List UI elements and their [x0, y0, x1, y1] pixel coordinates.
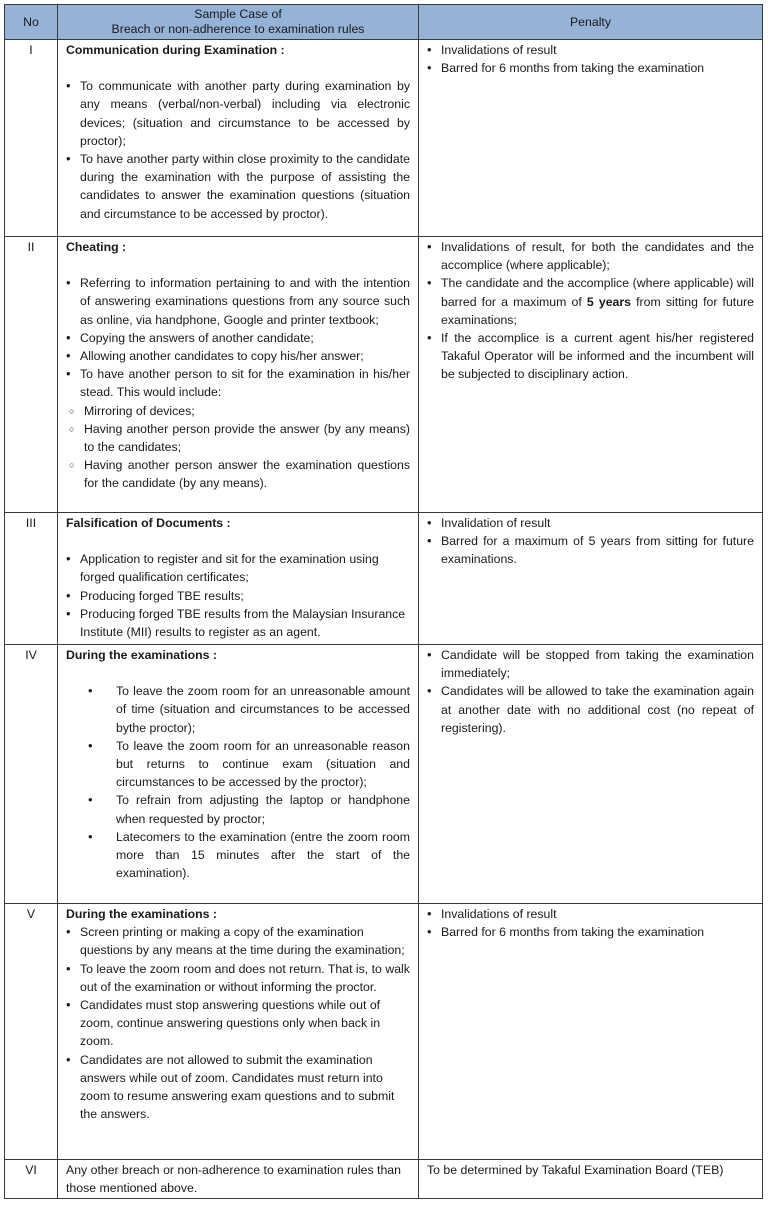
header-no: No — [5, 5, 58, 40]
row-number: III — [5, 513, 58, 645]
penalty-list — [427, 514, 754, 569]
case-title: During the examinations : — [66, 648, 217, 662]
penalty-barred-bold: 5 years — [586, 294, 631, 309]
row-number: VI — [5, 1160, 58, 1199]
case-title: Communication during Examination : — [66, 43, 285, 57]
case-title: During the examinations : — [66, 907, 217, 921]
penalty-cell — [419, 513, 763, 645]
penalty-item: • If the accomplice is a current agent his/her registered Takaful Operator will be informed and the incumbent will be subjected to disciplinary action. — [427, 329, 754, 384]
penalty-list — [427, 905, 754, 941]
penalty-cell: To be determined by Takaful Examination Board (TEB) — [419, 1160, 763, 1199]
row-number: II — [5, 237, 58, 513]
penalty-cell — [419, 237, 763, 513]
header-sample-case — [58, 5, 419, 40]
penalty-item: • Invalidations of result — [427, 905, 754, 923]
penalty-list — [427, 238, 754, 384]
row-number: I — [5, 40, 58, 237]
case-item: • Producing forged TBE results from the Malaysian Insurance Institute (MII) results to register as an agent. — [66, 605, 410, 641]
penalty-list — [427, 41, 754, 77]
header-case-line1: Sample Case of — [194, 7, 282, 21]
case-title: Falsification of Documents : — [66, 516, 231, 530]
penalty-item: • Invalidations of result — [427, 41, 754, 59]
penalty-item: • Candidate will be stopped from taking the examination immediately; — [427, 646, 754, 682]
case-item: • To communicate with another party during examination by any means (verbal/non-verbal) including via electronic devices; (situation and circumstance to be accessed by proctor); — [66, 77, 410, 150]
penalty-item: • Candidates will be allowed to take the examination again at another date with no additional cost (no repeat of registering). — [427, 682, 754, 737]
case-list — [66, 550, 410, 641]
case-item: • To leave the zoom room for an unreasonable amount of time (situation and circumstances to be accessed bythe proctor); — [66, 682, 410, 737]
case-cell — [58, 237, 419, 513]
penalty-barred-pre: The candidate and the accomplice (where applicable) will barred for a maximum of — [441, 276, 754, 309]
examination-rules-table — [4, 4, 763, 1199]
case-item: • Candidates are not allowed to submit the examination answers while out of zoom. Candidates must return into zoom to resume answering exam questions and to submit the answers. — [66, 1051, 410, 1124]
case-cell: Any other breach or non-adherence to examination rules than those mentioned above. — [58, 1160, 419, 1199]
case-item: • To leave the zoom room and does not return. That is, to walk out of the examination or without informing the proctor. — [66, 960, 410, 996]
table-row — [5, 904, 763, 1160]
table-row — [5, 513, 763, 645]
case-item: • Allowing another candidates to copy his/her answer; — [66, 347, 410, 365]
header-case-line2: Breach or non-adherence to examination rules — [111, 22, 365, 36]
row-number: IV — [5, 645, 58, 904]
case-item: • To leave the zoom room for an unreasonable reason but returns to continue exam (situation and circumstances to be accessed by the proctor); — [66, 737, 410, 792]
case-list — [66, 923, 410, 1123]
sub-case-item: ○ Having another person answer the examination questions for the candidate (by any means). — [66, 456, 410, 492]
case-item: • Producing forged TBE results; — [66, 587, 410, 605]
header-penalty: Penalty — [419, 5, 763, 40]
case-cell — [58, 513, 419, 645]
penalty-item: • Invalidations of result, for both the candidates and the accomplice (where applicable); — [427, 238, 754, 274]
case-list — [66, 682, 410, 882]
penalty-item: • Barred for 6 months from taking the examination — [427, 923, 754, 941]
table-row — [5, 645, 763, 904]
case-item: • Screen printing or making a copy of the examination questions by any means at the time during the examination; — [66, 923, 410, 959]
sub-case-item: ○ Having another person provide the answer (by any means) to the candidates; — [66, 420, 410, 456]
case-item: • To have another person to sit for the examination in his/her stead. This would include: — [66, 365, 410, 401]
row-number: V — [5, 904, 58, 1160]
penalty-list — [427, 646, 754, 737]
penalty-item: • Invalidation of result — [427, 514, 754, 532]
table-row — [5, 1160, 763, 1199]
case-item: • Referring to information pertaining to and with the intention of answering examinations questions from any source such as online, via handphone, Google and printer textbook; — [66, 274, 410, 329]
case-item: • Candidates must stop answering questions while out of zoom, continue answering questions only when back in zoom. — [66, 996, 410, 1051]
penalty-item: • Barred for 6 months from taking the examination — [427, 59, 754, 77]
case-list — [66, 77, 410, 223]
case-item: • Latecomers to the examination (entre the zoom room more than 15 minutes after the start of the examination). — [66, 828, 410, 883]
case-item: • To have another party within close proximity to the candidate during the examination with the purpose of assisting the candidates to answer the examination questions (situation and circumstance to be accessed by proctor). — [66, 150, 410, 223]
sub-case-item: ○ Mirroring of devices; — [66, 402, 410, 420]
penalty-item — [427, 274, 754, 329]
case-item: • Copying the answers of another candidate; — [66, 329, 410, 347]
penalty-barred-post: from sitting for future examinations; — [441, 294, 754, 327]
table-header-row — [5, 5, 763, 40]
case-item: • Application to register and sit for the examination using forged qualification certificates; — [66, 550, 410, 586]
case-item: • To refrain from adjusting the laptop or handphone when requested by proctor; — [66, 791, 410, 827]
case-cell — [58, 904, 419, 1160]
penalty-cell — [419, 645, 763, 904]
sub-case-list — [66, 402, 410, 493]
case-cell — [58, 40, 419, 237]
table-row — [5, 237, 763, 513]
penalty-cell — [419, 40, 763, 237]
case-title: Cheating : — [66, 240, 127, 254]
case-cell — [58, 645, 419, 904]
penalty-cell — [419, 904, 763, 1160]
table-row — [5, 40, 763, 237]
penalty-item: • Barred for a maximum of 5 years from sitting for future examinations. — [427, 532, 754, 568]
case-list — [66, 274, 410, 401]
